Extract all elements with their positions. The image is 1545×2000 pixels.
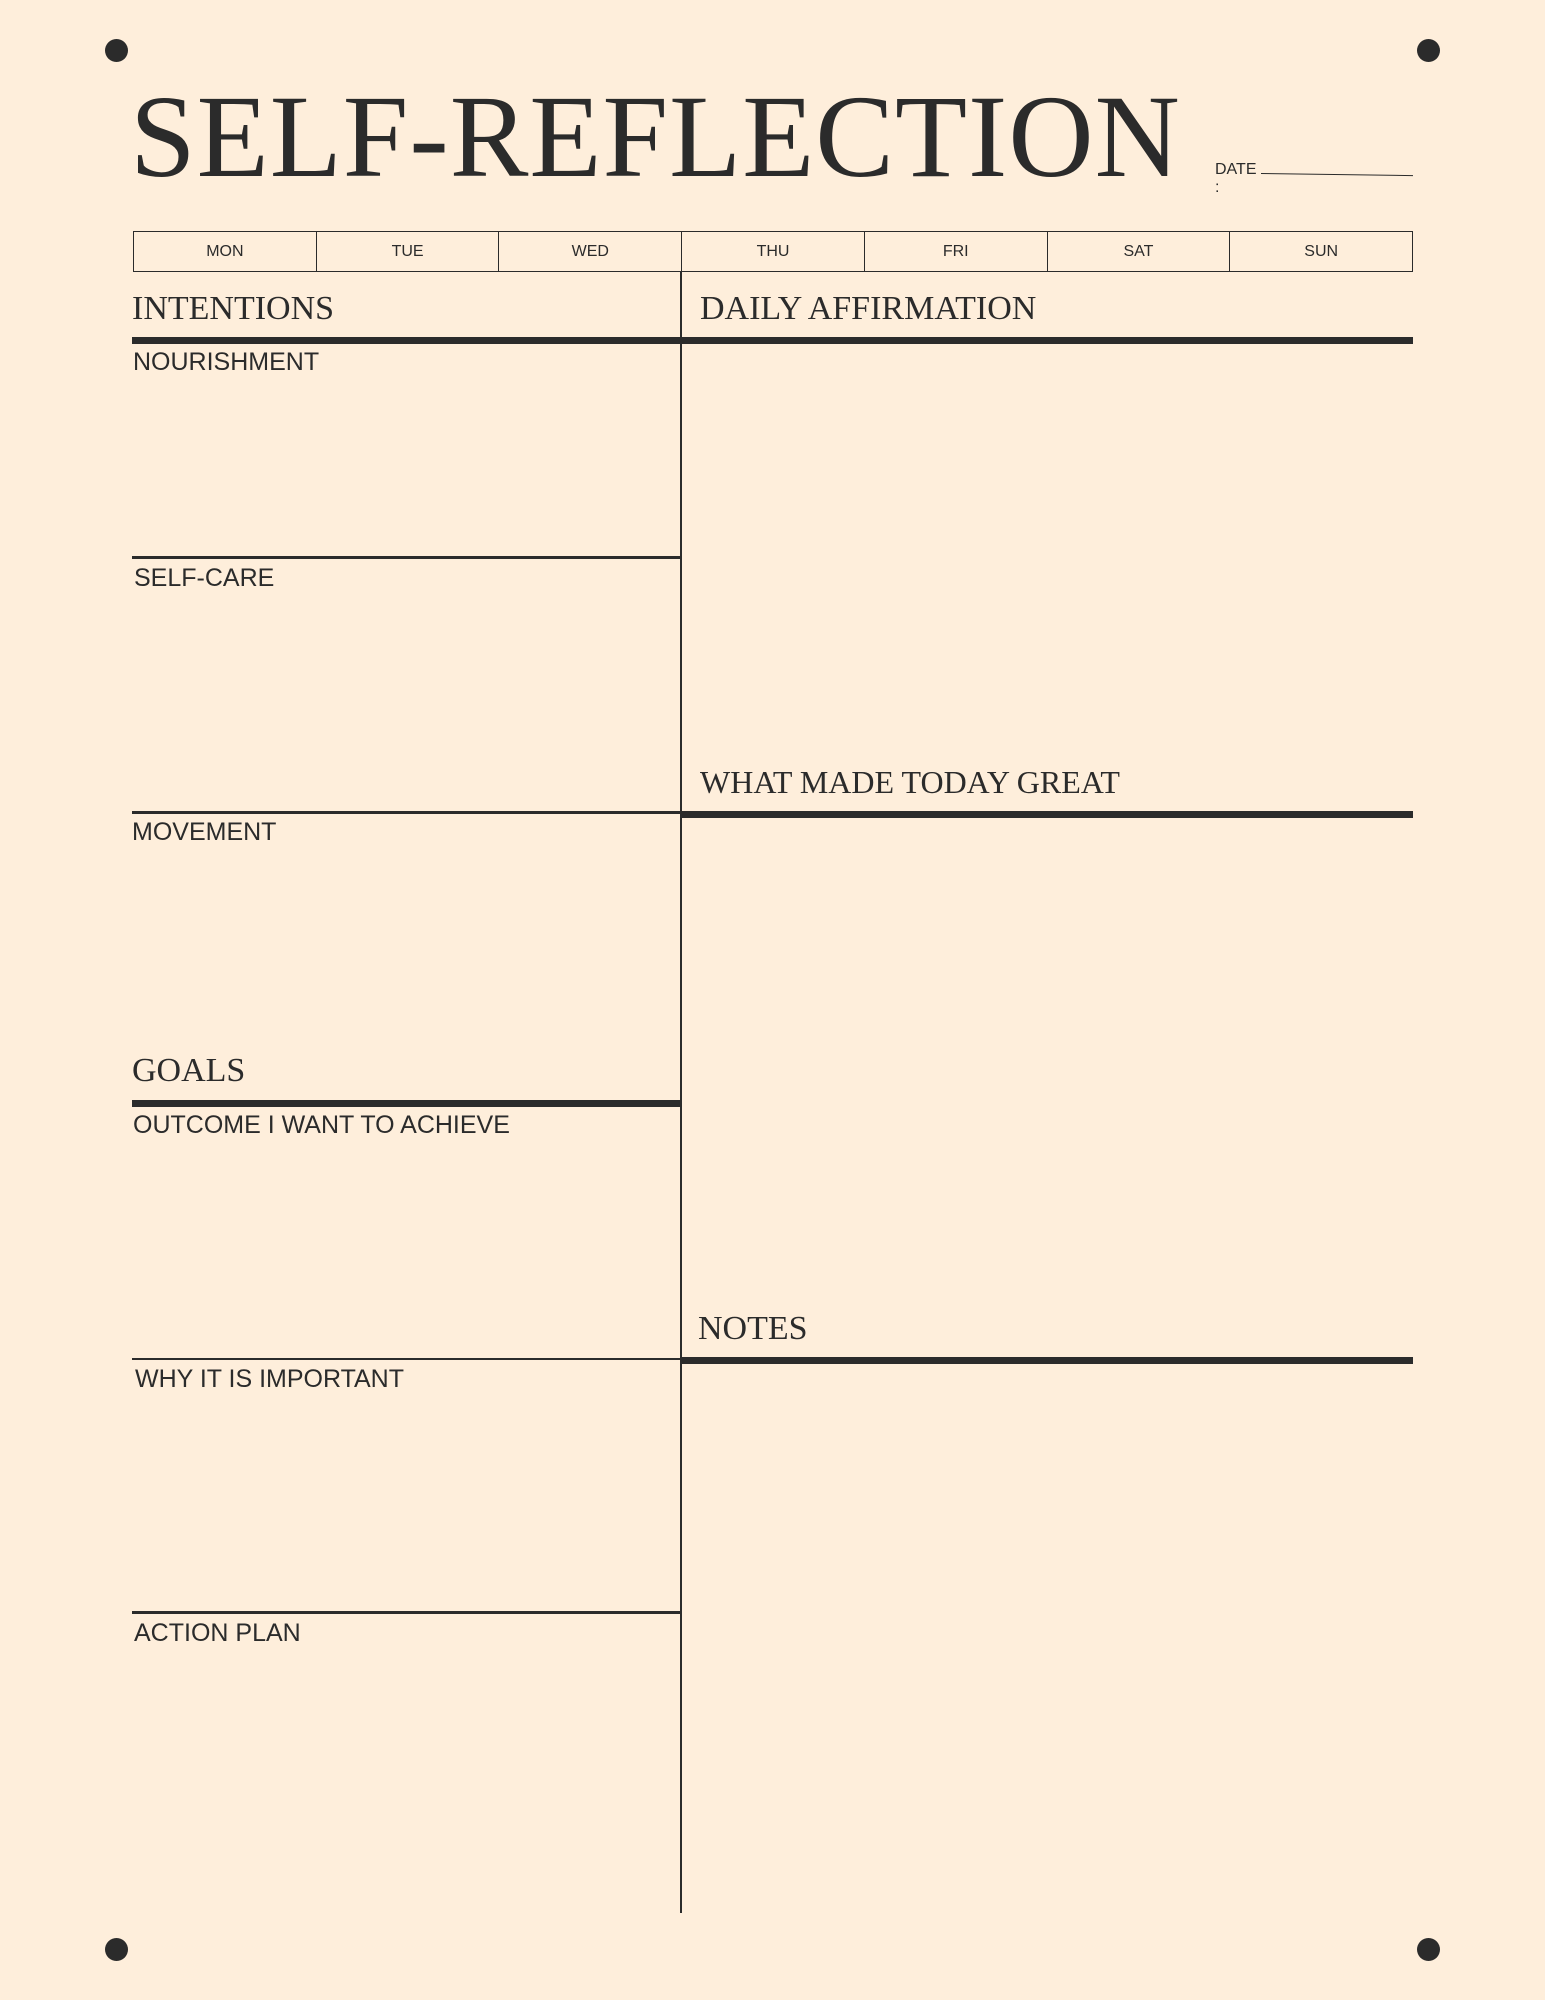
day-thu[interactable]: THU: [681, 232, 864, 271]
corner-dot-top-right: [1417, 39, 1440, 62]
date-field-line[interactable]: [1261, 173, 1413, 176]
outcome-divider: [132, 1358, 682, 1360]
self-care-divider: [132, 811, 682, 814]
date-label-text: DATE: [1215, 161, 1257, 178]
nourishment-label: NOURISHMENT: [133, 348, 320, 376]
day-sat[interactable]: SAT: [1047, 232, 1230, 271]
goals-rule: [132, 1100, 682, 1107]
daily-affirmation-rule: [680, 337, 1413, 344]
daily-affirmation-heading: DAILY AFFIRMATION: [700, 290, 1037, 327]
date-label: [1215, 161, 1256, 198]
self-care-label: SELF-CARE: [134, 564, 275, 592]
page-title: SELF-REFLECTION: [130, 71, 1181, 202]
corner-dot-top-left: [105, 39, 128, 62]
what-made-today-great-rule: [680, 811, 1413, 818]
column-divider: [680, 272, 682, 1913]
intentions-heading: INTENTIONS: [132, 290, 335, 327]
notes-heading: NOTES: [698, 1310, 808, 1347]
what-made-today-great-heading: WHAT MADE TODAY GREAT: [700, 764, 1120, 800]
goals-heading: GOALS: [132, 1052, 246, 1089]
day-sun[interactable]: SUN: [1229, 232, 1412, 271]
day-fri[interactable]: FRI: [864, 232, 1047, 271]
why-important-label: WHY IT IS IMPORTANT: [135, 1365, 405, 1393]
intentions-rule: [132, 337, 682, 344]
why-important-divider: [132, 1611, 682, 1614]
outcome-label: OUTCOME I WANT TO ACHIEVE: [133, 1111, 510, 1139]
action-plan-label: ACTION PLAN: [134, 1619, 301, 1647]
notes-rule: [680, 1357, 1413, 1364]
weekday-selector: [133, 231, 1413, 272]
nourishment-divider: [132, 556, 682, 559]
date-label-colon: :: [1215, 179, 1220, 197]
movement-label: MOVEMENT: [132, 818, 277, 846]
corner-dot-bottom-right: [1417, 1938, 1440, 1961]
day-tue[interactable]: TUE: [316, 232, 499, 271]
day-mon[interactable]: MON: [206, 242, 244, 260]
day-wed[interactable]: WED: [498, 232, 681, 271]
corner-dot-bottom-left: [105, 1938, 128, 1961]
